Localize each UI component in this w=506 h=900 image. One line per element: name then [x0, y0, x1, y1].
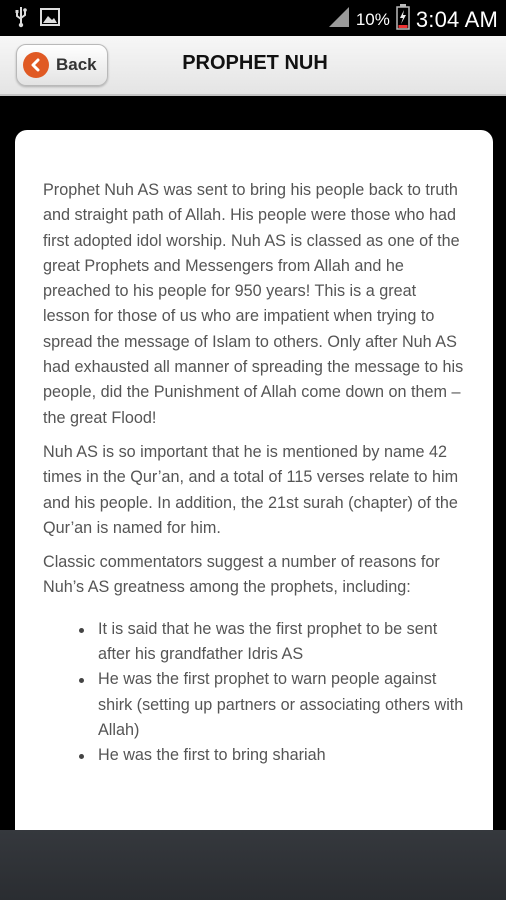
- usb-icon: [14, 6, 28, 33]
- battery-icon: [396, 4, 410, 35]
- status-bar: [0, 0, 506, 36]
- bottom-bar: [0, 830, 506, 900]
- list-item: It is said that he was the first prophet to be sent after his grandfather Idris AS: [43, 617, 467, 668]
- reasons-list: [43, 617, 467, 769]
- list-item: He was the first prophet to warn people against shirk (setting up partners or associating others with Allah): [43, 667, 467, 743]
- back-label: Back: [56, 55, 97, 74]
- article-paragraph: Nuh AS is so important that he is mentioned by name 42 times in the Qur’an, and a total of 115 verses relate to him and his people. In addition, the 21st surah (chapter) of the Qur’an is named for him.: [43, 442, 459, 537]
- page-title: PROPHET NUH: [182, 52, 328, 74]
- signal-icon: [328, 6, 350, 33]
- article-paragraph: Prophet Nuh AS was sent to bring his people back to truth and straight path of Allah. His people were those who had first adopted idol worship. Nuh AS is classed as one of the great Prophets and Messengers from Allah and he preached to his people for 950 years! This is a great lesson for those of us who are impatient when trying to spread the message of Islam to others. Only after Nuh AS had exhausted all manner of spreading the message to his people, did the Punishment of Allah come down on them – the great Flood!: [43, 181, 464, 427]
- article-paragraph: Classic commentators suggest a number of reasons for Nuh’s AS greatness among the prophets, including:: [43, 553, 440, 597]
- clock: 3:04 AM: [415, 6, 498, 32]
- article-body: [15, 130, 493, 769]
- list-item: He was the first to bring shariah: [43, 743, 467, 768]
- image-icon: [40, 8, 60, 31]
- battery-percent: 10%: [355, 9, 390, 29]
- content-card[interactable]: [15, 130, 493, 850]
- app-header: [0, 36, 506, 96]
